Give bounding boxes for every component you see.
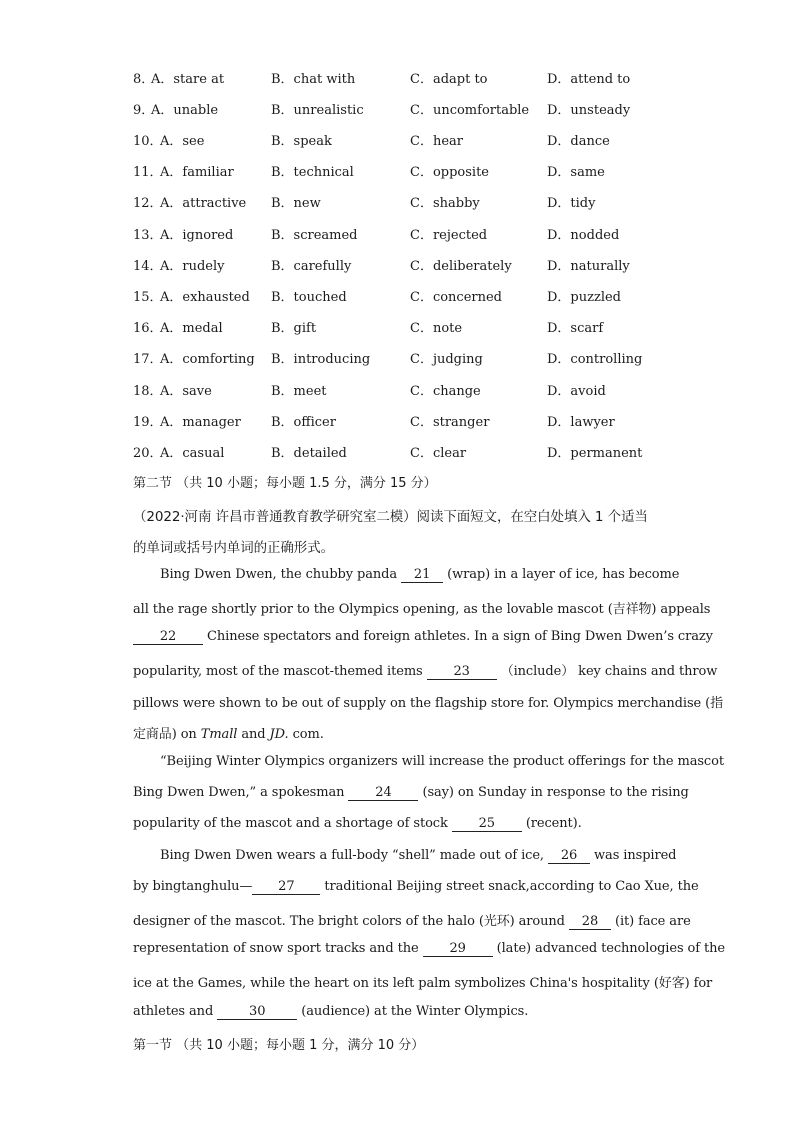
passage-text: （include） key chains and throw: [496, 664, 718, 679]
passage-text: Bing Dwen Dwen wears a full-body “shell” made out of ice,: [160, 848, 548, 863]
passage-text: and: [237, 727, 270, 742]
blank-26[interactable]: 26: [548, 849, 590, 864]
passage-line: “Beijing Winter Olympics organizers will increase the product offerings for the mascot: [160, 754, 724, 769]
passage-text: (recent).: [521, 816, 582, 831]
option-d: D．dance: [547, 134, 610, 149]
passage-text: Bing Dwen Dwen, the chubby panda: [160, 567, 402, 582]
question-row-14: [133, 255, 693, 275]
passage-line: [160, 567, 690, 583]
question-number: 12．: [133, 196, 163, 211]
passage-line: [133, 816, 663, 832]
passage-line: [160, 848, 690, 864]
option-d: D．controlling: [547, 352, 643, 367]
blank-21[interactable]: 21: [401, 568, 443, 583]
option-b: B．detailed: [271, 446, 347, 461]
option-d: D．permanent: [547, 446, 643, 461]
passage-line: [133, 1004, 663, 1020]
question-row-17: [133, 348, 693, 368]
option-a: A．comforting: [160, 352, 255, 367]
option-b: B．chat with: [271, 72, 356, 87]
passage-text: representation of snow sport tracks and the: [133, 941, 423, 956]
passage-text: (say) on Sunday in response to the rising: [418, 785, 689, 800]
passage-line: [133, 785, 689, 801]
question-row-20: [133, 442, 693, 462]
passage-line: pillows were shown to be out of supply on the flagship store for. Olympics merchandise (指: [133, 696, 724, 711]
blank-29[interactable]: 29: [423, 942, 493, 957]
passage-text: (wrap) in a layer of ice, has become: [443, 567, 680, 582]
blank-25[interactable]: 25: [452, 817, 522, 832]
option-a: A．familiar: [160, 165, 234, 180]
option-d: D．nodded: [547, 228, 620, 243]
question-number: 9．: [133, 103, 155, 118]
question-row-16: [133, 317, 693, 337]
question-number: 11．: [133, 165, 163, 180]
question-number: 15．: [133, 290, 163, 305]
option-a: A．casual: [160, 446, 225, 461]
passage-line: [133, 879, 699, 895]
option-b: B．introducing: [271, 352, 371, 367]
section-2-title: 第二节 （共 10 小题；每小题 1.5 分，满分 15 分）: [133, 476, 437, 491]
option-b: B．gift: [271, 321, 317, 336]
question-number: 19．: [133, 415, 163, 430]
passage-text: by bingtanghulu—: [133, 879, 253, 894]
question-row-19: [133, 411, 693, 431]
blank-22[interactable]: 22: [133, 630, 203, 645]
instruction-line-1: （2022·河南 许昌市普通教育教学研究室二模）阅读下面短文，在空白处填入 1 个适当: [133, 509, 648, 525]
option-b: B．technical: [271, 165, 354, 180]
option-c: C．deliberately: [410, 259, 512, 274]
option-a: A．medal: [160, 321, 223, 336]
option-a: A．manager: [160, 415, 241, 430]
passage-line: [133, 910, 691, 930]
passage-text: Chinese spectators and foreign athletes. In a sign of Bing Dwen Dwen’s crazy: [203, 629, 713, 644]
option-d: D．tidy: [547, 196, 596, 211]
passage-text: (it) face are: [610, 914, 691, 929]
passage-text: Bing Dwen Dwen,” a spokesman: [133, 785, 349, 800]
option-d: D．naturally: [547, 259, 630, 274]
passage-text: athletes and: [133, 1004, 218, 1019]
option-b: B．carefully: [271, 259, 352, 274]
option-d: D．scarf: [547, 321, 604, 336]
option-c: C．uncomfortable: [410, 103, 530, 118]
instruction-line-2: 的单词或括号内单词的正确形式。: [133, 540, 334, 556]
passage-text-italic: JD.: [269, 727, 289, 742]
question-row-11: [133, 161, 693, 181]
question-row-12: [133, 192, 693, 212]
option-a: A．ignored: [160, 228, 234, 243]
option-c: C．opposite: [410, 165, 489, 180]
question-number: 13．: [133, 228, 163, 243]
option-c: C．change: [410, 384, 481, 399]
blank-23[interactable]: 23: [427, 665, 497, 680]
option-c: C．shabby: [410, 196, 480, 211]
passage-text: com.: [288, 727, 324, 742]
option-c: C．concerned: [410, 290, 503, 305]
option-b: B．officer: [271, 415, 336, 430]
option-b: B．new: [271, 196, 321, 211]
passage-text: 定商品) on: [133, 727, 201, 742]
question-row-9: [133, 99, 693, 119]
option-d: D．avoid: [547, 384, 606, 399]
question-row-13: [133, 224, 693, 244]
option-b: B．unrealistic: [271, 103, 364, 118]
passage-line: [133, 941, 726, 957]
passage-line: [133, 629, 713, 645]
question-number: 18．: [133, 384, 163, 399]
blank-27[interactable]: 27: [252, 880, 320, 895]
option-c: C．stranger: [410, 415, 490, 430]
blank-28[interactable]: 28: [569, 915, 611, 930]
option-b: B．touched: [271, 290, 347, 305]
option-c: C．judging: [410, 352, 483, 367]
option-c: C．note: [410, 321, 463, 336]
option-d: D．same: [547, 165, 605, 180]
option-a: A．attractive: [160, 196, 247, 211]
option-d: D．unsteady: [547, 103, 631, 118]
question-number: 8．: [133, 72, 155, 87]
section-1-title: 第一节 （共 10 小题；每小题 1 分，满分 10 分）: [133, 1038, 425, 1053]
option-a: A．exhausted: [160, 290, 250, 305]
option-a: A．save: [160, 384, 212, 399]
option-b: B．speak: [271, 134, 332, 149]
question-number: 10．: [133, 134, 163, 149]
question-row-10: [133, 130, 693, 150]
passage-line: all the rage shortly prior to the Olympics opening, as the lovable mascot (吉祥物) appeals: [133, 602, 711, 617]
option-a: A．stare at: [151, 72, 225, 87]
question-row-18: [133, 380, 693, 400]
option-a: A．unable: [151, 103, 219, 118]
passage-text: popularity of the mascot and a shortage of stock: [133, 816, 452, 831]
question-number: 20．: [133, 446, 163, 461]
option-b: B．meet: [271, 384, 327, 399]
passage-text: traditional Beijing street snack,according to Cao Xue, the: [320, 879, 699, 894]
passage-text: popularity, most of the mascot-themed items: [133, 664, 427, 679]
option-d: D．attend to: [547, 72, 631, 87]
option-c: C．clear: [410, 446, 467, 461]
question-number: 14．: [133, 259, 163, 274]
passage-line: [133, 723, 663, 742]
option-c: C．adapt to: [410, 72, 488, 87]
passage-line: ice at the Games, while the heart on its left palm symbolizes China's hospitality (好客) for: [133, 976, 713, 991]
passage-text-italic: Tmall: [200, 727, 238, 742]
passage-text: (late) advanced technologies of the: [492, 941, 726, 956]
passage-text: (audience) at the Winter Olympics.: [297, 1004, 529, 1019]
option-c: C．hear: [410, 134, 463, 149]
option-d: D．lawyer: [547, 415, 615, 430]
blank-30[interactable]: 30: [217, 1005, 297, 1020]
passage-text: designer of the mascot. The bright colors of the halo (光环) around: [133, 914, 569, 929]
passage-text: was inspired: [589, 848, 677, 863]
option-c: C．rejected: [410, 228, 488, 243]
option-b: B．screamed: [271, 228, 358, 243]
question-number: 16．: [133, 321, 163, 336]
question-number: 17．: [133, 352, 163, 367]
option-a: A．see: [160, 134, 205, 149]
question-row-8: [133, 68, 693, 88]
passage-line: [133, 660, 718, 680]
option-d: D．puzzled: [547, 290, 621, 305]
blank-24[interactable]: 24: [348, 786, 418, 801]
question-row-15: [133, 286, 693, 306]
option-a: A．rudely: [160, 259, 225, 274]
